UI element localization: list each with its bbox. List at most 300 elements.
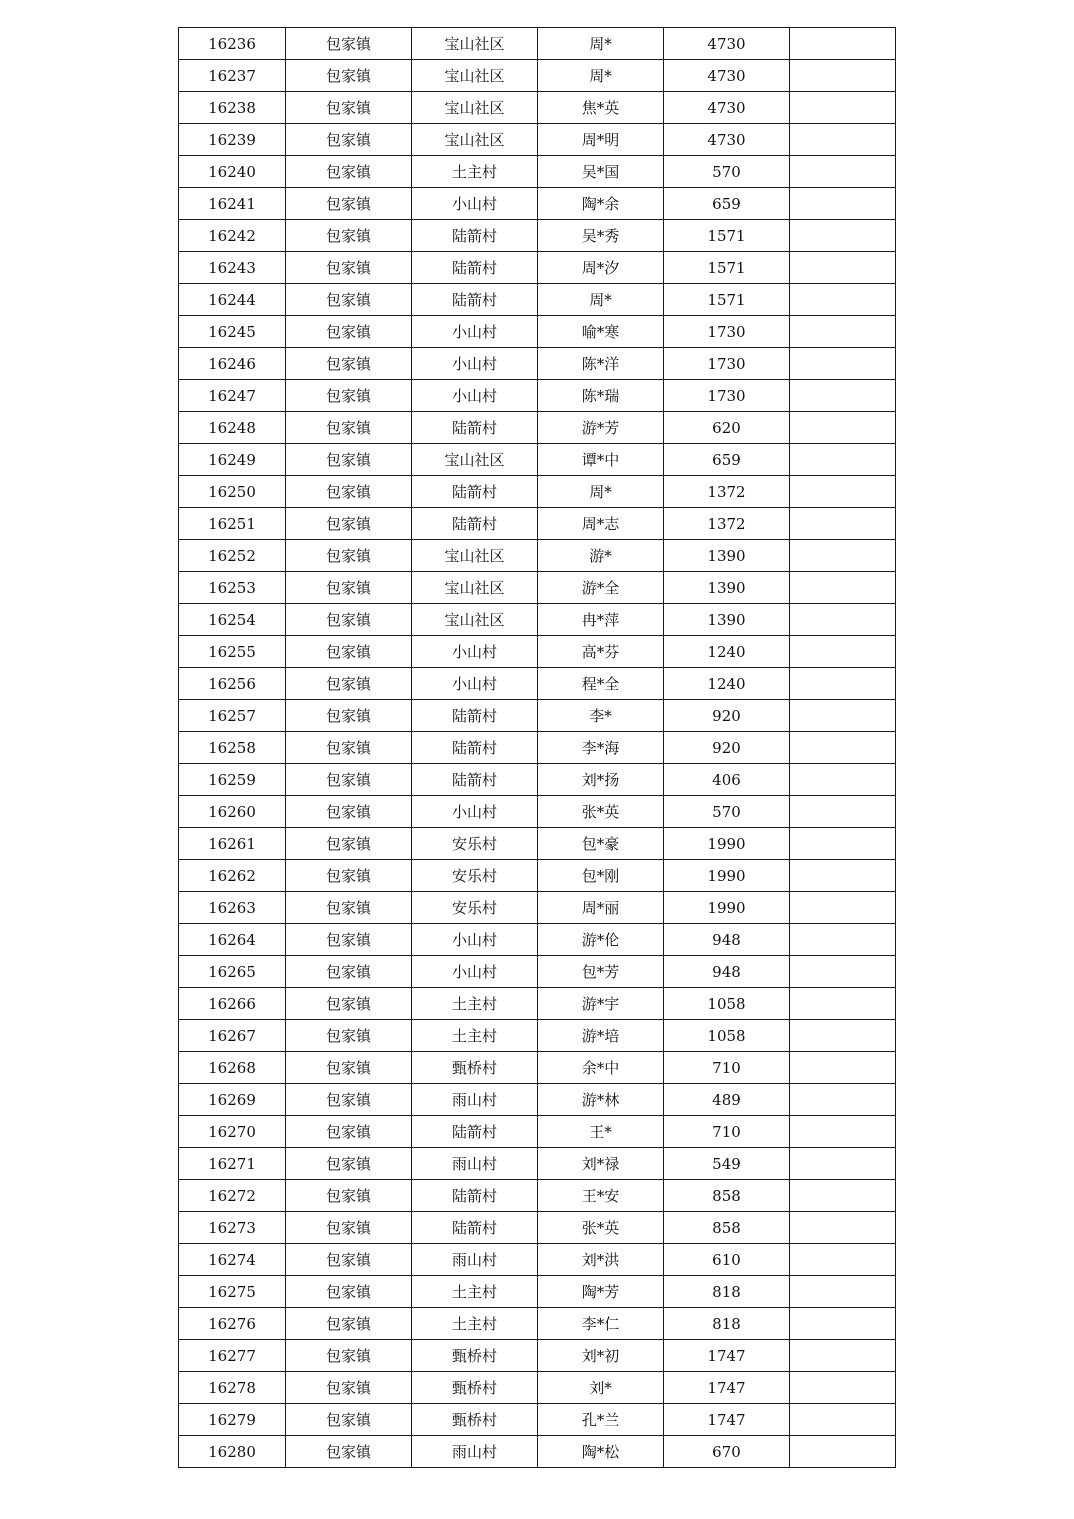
row-number-cell: 16258 — [179, 732, 286, 764]
village-cell: 宝山社区 — [412, 60, 538, 92]
village-cell: 小山村 — [412, 924, 538, 956]
row-number-cell: 16243 — [179, 252, 286, 284]
amount-cell: 570 — [664, 156, 790, 188]
name-cell: 李*海 — [538, 732, 664, 764]
table-row — [179, 540, 896, 572]
row-number-cell: 16252 — [179, 540, 286, 572]
row-number-cell: 16259 — [179, 764, 286, 796]
note-cell — [790, 1020, 896, 1052]
note-cell — [790, 700, 896, 732]
row-number-cell: 16236 — [179, 28, 286, 60]
amount-cell: 948 — [664, 924, 790, 956]
name-cell: 谭*中 — [538, 444, 664, 476]
row-number-cell: 16279 — [179, 1404, 286, 1436]
row-number-cell: 16250 — [179, 476, 286, 508]
name-cell: 包*刚 — [538, 860, 664, 892]
amount-cell: 1571 — [664, 252, 790, 284]
name-cell: 喻*寒 — [538, 316, 664, 348]
name-cell: 王* — [538, 1116, 664, 1148]
village-cell: 土主村 — [412, 1020, 538, 1052]
town-cell: 包家镇 — [286, 316, 412, 348]
row-number-cell: 16245 — [179, 316, 286, 348]
name-cell: 张*英 — [538, 1212, 664, 1244]
amount-cell: 858 — [664, 1180, 790, 1212]
village-cell: 小山村 — [412, 636, 538, 668]
village-cell: 小山村 — [412, 188, 538, 220]
amount-cell: 659 — [664, 444, 790, 476]
village-cell: 宝山社区 — [412, 124, 538, 156]
table-row — [179, 764, 896, 796]
amount-cell: 1990 — [664, 892, 790, 924]
row-number-cell: 16262 — [179, 860, 286, 892]
town-cell: 包家镇 — [286, 1180, 412, 1212]
note-cell — [790, 220, 896, 252]
note-cell — [790, 1404, 896, 1436]
amount-cell: 4730 — [664, 28, 790, 60]
note-cell — [790, 508, 896, 540]
note-cell — [790, 636, 896, 668]
amount-cell: 858 — [664, 1212, 790, 1244]
village-cell: 陆箭村 — [412, 508, 538, 540]
note-cell — [790, 156, 896, 188]
amount-cell: 710 — [664, 1116, 790, 1148]
amount-cell: 1730 — [664, 348, 790, 380]
table-row — [179, 604, 896, 636]
roster-table — [178, 27, 896, 1468]
village-cell: 土主村 — [412, 988, 538, 1020]
name-cell: 刘*洪 — [538, 1244, 664, 1276]
village-cell: 雨山村 — [412, 1148, 538, 1180]
town-cell: 包家镇 — [286, 1116, 412, 1148]
amount-cell: 1990 — [664, 828, 790, 860]
town-cell: 包家镇 — [286, 572, 412, 604]
note-cell — [790, 540, 896, 572]
amount-cell: 1058 — [664, 988, 790, 1020]
row-number-cell: 16261 — [179, 828, 286, 860]
amount-cell: 570 — [664, 796, 790, 828]
name-cell: 李* — [538, 700, 664, 732]
village-cell: 甄桥村 — [412, 1340, 538, 1372]
row-number-cell: 16274 — [179, 1244, 286, 1276]
name-cell: 包*豪 — [538, 828, 664, 860]
table-row — [179, 508, 896, 540]
row-number-cell: 16260 — [179, 796, 286, 828]
row-number-cell: 16253 — [179, 572, 286, 604]
row-number-cell: 16267 — [179, 1020, 286, 1052]
note-cell — [790, 252, 896, 284]
village-cell: 宝山社区 — [412, 444, 538, 476]
table-row — [179, 1276, 896, 1308]
table-row — [179, 1020, 896, 1052]
table-row — [179, 1116, 896, 1148]
table-row — [179, 892, 896, 924]
town-cell: 包家镇 — [286, 1052, 412, 1084]
amount-cell: 1747 — [664, 1340, 790, 1372]
town-cell: 包家镇 — [286, 668, 412, 700]
note-cell — [790, 1116, 896, 1148]
row-number-cell: 16237 — [179, 60, 286, 92]
note-cell — [790, 1084, 896, 1116]
table-row — [179, 92, 896, 124]
name-cell: 包*芳 — [538, 956, 664, 988]
note-cell — [790, 924, 896, 956]
amount-cell: 4730 — [664, 60, 790, 92]
table-row — [179, 476, 896, 508]
town-cell: 包家镇 — [286, 796, 412, 828]
name-cell: 游*宇 — [538, 988, 664, 1020]
town-cell: 包家镇 — [286, 284, 412, 316]
row-number-cell: 16271 — [179, 1148, 286, 1180]
town-cell: 包家镇 — [286, 1084, 412, 1116]
amount-cell: 1390 — [664, 540, 790, 572]
amount-cell: 710 — [664, 1052, 790, 1084]
table-row — [179, 1052, 896, 1084]
row-number-cell: 16265 — [179, 956, 286, 988]
table-row — [179, 732, 896, 764]
amount-cell: 1058 — [664, 1020, 790, 1052]
table-row — [179, 1148, 896, 1180]
note-cell — [790, 828, 896, 860]
row-number-cell: 16246 — [179, 348, 286, 380]
note-cell — [790, 988, 896, 1020]
note-cell — [790, 1372, 896, 1404]
name-cell: 高*芬 — [538, 636, 664, 668]
name-cell: 刘*禄 — [538, 1148, 664, 1180]
village-cell: 小山村 — [412, 668, 538, 700]
village-cell: 雨山村 — [412, 1436, 538, 1468]
table-row — [179, 444, 896, 476]
table-row — [179, 956, 896, 988]
name-cell: 余*中 — [538, 1052, 664, 1084]
table-row — [179, 1340, 896, 1372]
name-cell: 周*明 — [538, 124, 664, 156]
note-cell — [790, 1180, 896, 1212]
name-cell: 游*林 — [538, 1084, 664, 1116]
row-number-cell: 16241 — [179, 188, 286, 220]
name-cell: 陈*瑞 — [538, 380, 664, 412]
row-number-cell: 16257 — [179, 700, 286, 732]
amount-cell: 1730 — [664, 380, 790, 412]
note-cell — [790, 1340, 896, 1372]
name-cell: 游*全 — [538, 572, 664, 604]
village-cell: 土主村 — [412, 1276, 538, 1308]
row-number-cell: 16239 — [179, 124, 286, 156]
amount-cell: 659 — [664, 188, 790, 220]
note-cell — [790, 1244, 896, 1276]
table-row — [179, 860, 896, 892]
row-number-cell: 16240 — [179, 156, 286, 188]
table-row — [179, 220, 896, 252]
village-cell: 宝山社区 — [412, 540, 538, 572]
amount-cell: 1240 — [664, 668, 790, 700]
table-row — [179, 188, 896, 220]
note-cell — [790, 316, 896, 348]
row-number-cell: 16247 — [179, 380, 286, 412]
town-cell: 包家镇 — [286, 1372, 412, 1404]
town-cell: 包家镇 — [286, 252, 412, 284]
town-cell: 包家镇 — [286, 412, 412, 444]
name-cell: 周*丽 — [538, 892, 664, 924]
town-cell: 包家镇 — [286, 1340, 412, 1372]
town-cell: 包家镇 — [286, 156, 412, 188]
amount-cell: 610 — [664, 1244, 790, 1276]
village-cell: 土主村 — [412, 1308, 538, 1340]
amount-cell: 620 — [664, 412, 790, 444]
name-cell: 刘*初 — [538, 1340, 664, 1372]
row-number-cell: 16266 — [179, 988, 286, 1020]
village-cell: 陆箭村 — [412, 284, 538, 316]
table-row — [179, 1244, 896, 1276]
name-cell: 冉*萍 — [538, 604, 664, 636]
table-row — [179, 924, 896, 956]
town-cell: 包家镇 — [286, 892, 412, 924]
row-number-cell: 16254 — [179, 604, 286, 636]
town-cell: 包家镇 — [286, 220, 412, 252]
note-cell — [790, 1052, 896, 1084]
town-cell: 包家镇 — [286, 28, 412, 60]
note-cell — [790, 124, 896, 156]
name-cell: 刘* — [538, 1372, 664, 1404]
village-cell: 雨山村 — [412, 1244, 538, 1276]
row-number-cell: 16280 — [179, 1436, 286, 1468]
town-cell: 包家镇 — [286, 1276, 412, 1308]
amount-cell: 670 — [664, 1436, 790, 1468]
note-cell — [790, 604, 896, 636]
table-row — [179, 252, 896, 284]
name-cell: 游*伦 — [538, 924, 664, 956]
row-number-cell: 16270 — [179, 1116, 286, 1148]
amount-cell: 1990 — [664, 860, 790, 892]
village-cell: 甄桥村 — [412, 1052, 538, 1084]
name-cell: 陈*洋 — [538, 348, 664, 380]
name-cell: 周*汐 — [538, 252, 664, 284]
row-number-cell: 16251 — [179, 508, 286, 540]
table-row — [179, 796, 896, 828]
amount-cell: 1571 — [664, 220, 790, 252]
town-cell: 包家镇 — [286, 1020, 412, 1052]
town-cell: 包家镇 — [286, 508, 412, 540]
village-cell: 土主村 — [412, 156, 538, 188]
amount-cell: 1747 — [664, 1404, 790, 1436]
village-cell: 陆箭村 — [412, 252, 538, 284]
amount-cell: 4730 — [664, 124, 790, 156]
town-cell: 包家镇 — [286, 860, 412, 892]
row-number-cell: 16248 — [179, 412, 286, 444]
amount-cell: 818 — [664, 1308, 790, 1340]
village-cell: 雨山村 — [412, 1084, 538, 1116]
table-row — [179, 1084, 896, 1116]
note-cell — [790, 732, 896, 764]
table-row — [179, 988, 896, 1020]
village-cell: 小山村 — [412, 956, 538, 988]
town-cell: 包家镇 — [286, 924, 412, 956]
row-number-cell: 16275 — [179, 1276, 286, 1308]
table-row — [179, 1372, 896, 1404]
town-cell: 包家镇 — [286, 476, 412, 508]
town-cell: 包家镇 — [286, 92, 412, 124]
name-cell: 李*仁 — [538, 1308, 664, 1340]
town-cell: 包家镇 — [286, 444, 412, 476]
amount-cell: 1372 — [664, 508, 790, 540]
amount-cell: 1372 — [664, 476, 790, 508]
village-cell: 小山村 — [412, 316, 538, 348]
note-cell — [790, 188, 896, 220]
note-cell — [790, 412, 896, 444]
village-cell: 安乐村 — [412, 860, 538, 892]
row-number-cell: 16264 — [179, 924, 286, 956]
name-cell: 陶*余 — [538, 188, 664, 220]
village-cell: 宝山社区 — [412, 28, 538, 60]
row-number-cell: 16278 — [179, 1372, 286, 1404]
town-cell: 包家镇 — [286, 604, 412, 636]
note-cell — [790, 1212, 896, 1244]
note-cell — [790, 284, 896, 316]
note-cell — [790, 796, 896, 828]
row-number-cell: 16242 — [179, 220, 286, 252]
town-cell: 包家镇 — [286, 124, 412, 156]
town-cell: 包家镇 — [286, 348, 412, 380]
table-row — [179, 668, 896, 700]
row-number-cell: 16249 — [179, 444, 286, 476]
village-cell: 安乐村 — [412, 892, 538, 924]
village-cell: 陆箭村 — [412, 700, 538, 732]
town-cell: 包家镇 — [286, 1244, 412, 1276]
name-cell: 周* — [538, 28, 664, 60]
name-cell: 周*志 — [538, 508, 664, 540]
note-cell — [790, 1436, 896, 1468]
town-cell: 包家镇 — [286, 732, 412, 764]
town-cell: 包家镇 — [286, 1404, 412, 1436]
name-cell: 王*安 — [538, 1180, 664, 1212]
table-row — [179, 1436, 896, 1468]
table-row — [179, 1212, 896, 1244]
row-number-cell: 16269 — [179, 1084, 286, 1116]
town-cell: 包家镇 — [286, 1436, 412, 1468]
town-cell: 包家镇 — [286, 540, 412, 572]
note-cell — [790, 348, 896, 380]
village-cell: 陆箭村 — [412, 1180, 538, 1212]
village-cell: 小山村 — [412, 348, 538, 380]
note-cell — [790, 892, 896, 924]
note-cell — [790, 380, 896, 412]
amount-cell: 4730 — [664, 92, 790, 124]
note-cell — [790, 956, 896, 988]
town-cell: 包家镇 — [286, 828, 412, 860]
row-number-cell: 16272 — [179, 1180, 286, 1212]
name-cell: 陶*松 — [538, 1436, 664, 1468]
table-row — [179, 284, 896, 316]
village-cell: 陆箭村 — [412, 1116, 538, 1148]
village-cell: 宝山社区 — [412, 604, 538, 636]
table-row — [179, 156, 896, 188]
amount-cell: 920 — [664, 732, 790, 764]
row-number-cell: 16277 — [179, 1340, 286, 1372]
name-cell: 张*英 — [538, 796, 664, 828]
note-cell — [790, 92, 896, 124]
name-cell: 周* — [538, 60, 664, 92]
town-cell: 包家镇 — [286, 380, 412, 412]
row-number-cell: 16256 — [179, 668, 286, 700]
village-cell: 陆箭村 — [412, 1212, 538, 1244]
amount-cell: 1571 — [664, 284, 790, 316]
table-row — [179, 60, 896, 92]
town-cell: 包家镇 — [286, 700, 412, 732]
row-number-cell: 16255 — [179, 636, 286, 668]
town-cell: 包家镇 — [286, 1212, 412, 1244]
table-row — [179, 572, 896, 604]
note-cell — [790, 1148, 896, 1180]
note-cell — [790, 1308, 896, 1340]
amount-cell: 1390 — [664, 604, 790, 636]
table-row — [179, 828, 896, 860]
name-cell: 程*全 — [538, 668, 664, 700]
town-cell: 包家镇 — [286, 188, 412, 220]
table-row — [179, 1308, 896, 1340]
note-cell — [790, 444, 896, 476]
note-cell — [790, 764, 896, 796]
village-cell: 安乐村 — [412, 828, 538, 860]
town-cell: 包家镇 — [286, 956, 412, 988]
table-row — [179, 412, 896, 444]
table-row — [179, 348, 896, 380]
village-cell: 陆箭村 — [412, 732, 538, 764]
amount-cell: 920 — [664, 700, 790, 732]
name-cell: 陶*芳 — [538, 1276, 664, 1308]
town-cell: 包家镇 — [286, 1308, 412, 1340]
row-number-cell: 16244 — [179, 284, 286, 316]
amount-cell: 1240 — [664, 636, 790, 668]
town-cell: 包家镇 — [286, 988, 412, 1020]
row-number-cell: 16238 — [179, 92, 286, 124]
name-cell: 刘*扬 — [538, 764, 664, 796]
village-cell: 陆箭村 — [412, 476, 538, 508]
town-cell: 包家镇 — [286, 764, 412, 796]
amount-cell: 1730 — [664, 316, 790, 348]
amount-cell: 489 — [664, 1084, 790, 1116]
amount-cell: 1747 — [664, 1372, 790, 1404]
note-cell — [790, 1276, 896, 1308]
roster-table-body — [179, 28, 896, 1468]
row-number-cell: 16268 — [179, 1052, 286, 1084]
town-cell: 包家镇 — [286, 636, 412, 668]
amount-cell: 549 — [664, 1148, 790, 1180]
note-cell — [790, 572, 896, 604]
name-cell: 周* — [538, 284, 664, 316]
note-cell — [790, 860, 896, 892]
table-row — [179, 1404, 896, 1436]
town-cell: 包家镇 — [286, 1148, 412, 1180]
amount-cell: 948 — [664, 956, 790, 988]
row-number-cell: 16273 — [179, 1212, 286, 1244]
name-cell: 游* — [538, 540, 664, 572]
note-cell — [790, 28, 896, 60]
name-cell: 吴*秀 — [538, 220, 664, 252]
village-cell: 陆箭村 — [412, 220, 538, 252]
village-cell: 陆箭村 — [412, 412, 538, 444]
name-cell: 游*培 — [538, 1020, 664, 1052]
name-cell: 焦*英 — [538, 92, 664, 124]
name-cell: 吴*国 — [538, 156, 664, 188]
name-cell: 孔*兰 — [538, 1404, 664, 1436]
village-cell: 宝山社区 — [412, 92, 538, 124]
village-cell: 甄桥村 — [412, 1404, 538, 1436]
table-row — [179, 636, 896, 668]
village-cell: 宝山社区 — [412, 572, 538, 604]
village-cell: 陆箭村 — [412, 764, 538, 796]
name-cell: 周* — [538, 476, 664, 508]
amount-cell: 818 — [664, 1276, 790, 1308]
town-cell: 包家镇 — [286, 60, 412, 92]
